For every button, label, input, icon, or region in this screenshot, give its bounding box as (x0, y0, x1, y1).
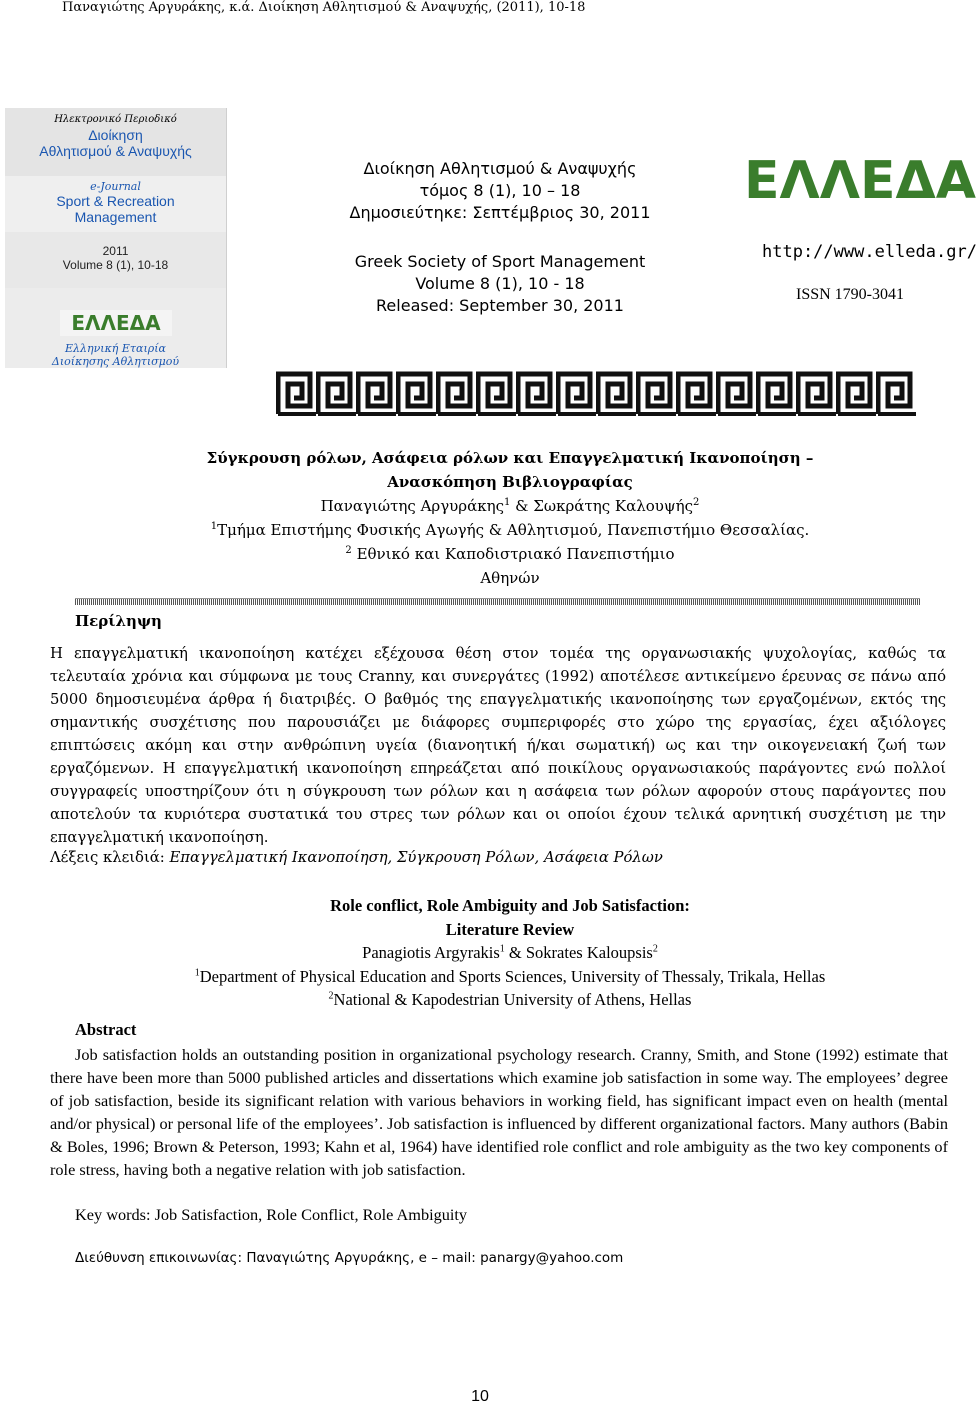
journal-issn: ISSN 1790-3041 (796, 286, 905, 303)
greek-affiliation-2b: Αθηνών (480, 569, 540, 587)
section-divider (75, 598, 920, 605)
journal-gr-volume: τόμος 8 (1), 10 – 18 (419, 181, 581, 200)
sidebar-caption-1: Ελληνική Εταιρία (65, 342, 166, 355)
english-title-line-2: Literature Review (445, 919, 575, 939)
english-title-block (60, 894, 960, 1012)
english-abstract-heading: Abstract (75, 1020, 137, 1039)
sidebar-line-5: Sport & Recreation (56, 193, 175, 209)
page-number: 10 (471, 1388, 489, 1405)
sidebar-line-1: Ηλεκτρονικό Περιοδικό (54, 114, 177, 125)
greek-key-border-icon (276, 370, 916, 418)
greek-title-line-2: Ανασκόπηση Βιβλιογραφίας (387, 473, 633, 491)
sidebar-greek-title-box (5, 108, 226, 176)
greek-affiliation-2: $^2$ Εθνικό και Καποδιστριακό Πανεπιστήμιο (345, 545, 675, 563)
sidebar-line-3: Αθλητισμού & Αναψυχής (39, 143, 192, 159)
english-affiliation-2: $^2$National & Kapodestrian University of Athens, Hellas (328, 990, 692, 1009)
journal-url-link[interactable]: http://www.elleda.gr/ (762, 242, 977, 262)
elleda-large-logo-icon (743, 146, 977, 212)
english-abstract-text: Job satisfaction holds an outstanding position in organizational psychology research. Cranny, Smith, and Stone (1992) estimate that there have been more than 5000 published articles and dissertations which examine job satisfaction in some way. The employees’ degree of job satisfaction, beside its significant relation with various behaviors in working field, has significant impact even on health (mental and/or physical) or personal life of the employees’. Job satisfaction is influenced by different organizational factors. Many authors (Babin & Boles, 1996; Brown & Peterson, 1993; Kahn et al, 1964) have identified role conflict and role ambiguity as the two key components of role stress, having both a negative relation with job satisfaction. (50, 1045, 948, 1179)
svg-text:EΛΛEΔA: EΛΛEΔA (70, 311, 161, 335)
journal-en-volume: Volume 8 (1), 10 - 18 (415, 274, 585, 293)
english-affiliation-1: $^1$Department of Physical Education and Sports Sciences, University of Thessaly, Trikala, Hellas (194, 966, 826, 986)
greek-title-line-1: Σύγκρουση ρόλων, Ασάφεια ρόλων και Επαγγελματική Ικανοποίηση – (206, 449, 814, 467)
elleda-small-logo-icon (60, 310, 172, 336)
greek-affiliation-1: $^1$Τμήμα Επιστήμης Φυσικής Αγωγής & Αθλητισμού, Πανεπιστήμιο Θεσσαλίας. (210, 521, 810, 539)
sidebar-line-2: Διοίκηση (88, 127, 143, 143)
greek-keywords: Λέξεις κλειδιά: Επαγγελματική Ικανοποίηση, Σύγκρουση Ρόλων, Ασάφεια Ρόλων (50, 849, 663, 866)
journal-sidebar (5, 108, 227, 368)
greek-title-block (60, 446, 960, 590)
journal-gr-title: Διοίκηση Αθλητισμού & Αναψυχής (363, 159, 637, 178)
sidebar-volume-box (5, 232, 226, 288)
journal-en-title: Greek Society of Sport Management (354, 252, 646, 271)
sidebar-line-8: Volume 8 (1), 10-18 (62, 258, 169, 272)
greek-authors: Παναγιώτης Αργυράκης$^1$ & Σωκράτης Καλουψής$^2$ (320, 497, 700, 515)
sidebar-caption-2: Διοίκησης Αθλητισμού (51, 355, 180, 368)
svg-text:EΛΛEΔA: EΛΛEΔA (743, 151, 977, 211)
sidebar-line-4: e-Journal (90, 180, 141, 193)
journal-gr-published: Δημοσιεύτηκε: Σεπτέμβριος 30, 2011 (349, 203, 651, 222)
english-keywords: Key words: Job Satisfaction, Role Conflict, Role Ambiguity (75, 1205, 468, 1224)
sidebar-line-6: Management (74, 209, 157, 225)
english-authors: Panagiotis Argyrakis$^1$ & Sokrates Kaloupsis$^2$ (362, 943, 658, 962)
sidebar-logo-box (5, 288, 226, 368)
running-header: Παναγιώτης Αργυράκης, κ.ά. Διοίκηση Αθλητισμού & Αναψυχής, (2011), 10-18 (62, 0, 586, 15)
correspondence-line: Διεύθυνση επικοινωνίας: Παναγιώτης Αργυράκης, e – mail: panargy@yahoo.com (75, 1250, 624, 1266)
greek-abstract-text: Η επαγγελματική ικανοποίηση κατέχει εξέχουσα θέση στον τομέα της οργανωσιακής ψυχολογίας, καθώς τα τελευταία χρόνια και σύμφωνα με τους Cranny, και συνεργάτες (1992) αποτέλεσε αντικείμενο έρευνας σε πάνω από 5000 δημοσιευμένα άρθρα ή διατριβές. Ο βαθμός της επαγγελματικής ικανοποίησης των εργαζομένων, εκτός της σημαντικής συσχέτισης που παρουσιάζει με διάφορες συμπεριφορές στο χώρο της εργασίας, έχει αξιόλογες επιπτώσεις ακόμη και στην ανθρώπινη υγεία (διανοητική ή/και σωματική) ως και την οικογενειακή ζωή των εργαζόμενων. Η επαγγελματική ικανοποίηση επηρεάζεται από ποικίλους οργανωσιακούς παράγοντες ενώ πολλοί συγγραφείς υποστηρίζουν ότι η σύγκρουση των ρόλων και η ασάφεια των ρόλων αφορούν στους παράγοντες που αποτελούν τα κυριότερα συστατικά του στρες των ρόλων και οι οποίοι έχουν τελικά αρνητική συσχέτιση με την επαγγελματική ικανοποίηση. (50, 645, 946, 846)
journal-info-greek (240, 158, 760, 224)
journal-en-released: Released: September 30, 2011 (376, 296, 624, 315)
sidebar-line-7: 2011 (102, 244, 129, 258)
sidebar-english-title-box (5, 176, 226, 232)
english-title-line-1: Role conflict, Role Ambiguity and Job Satisfaction: (330, 896, 690, 915)
greek-abstract-heading: Περίληψη (75, 612, 162, 630)
journal-info-english (240, 251, 760, 317)
